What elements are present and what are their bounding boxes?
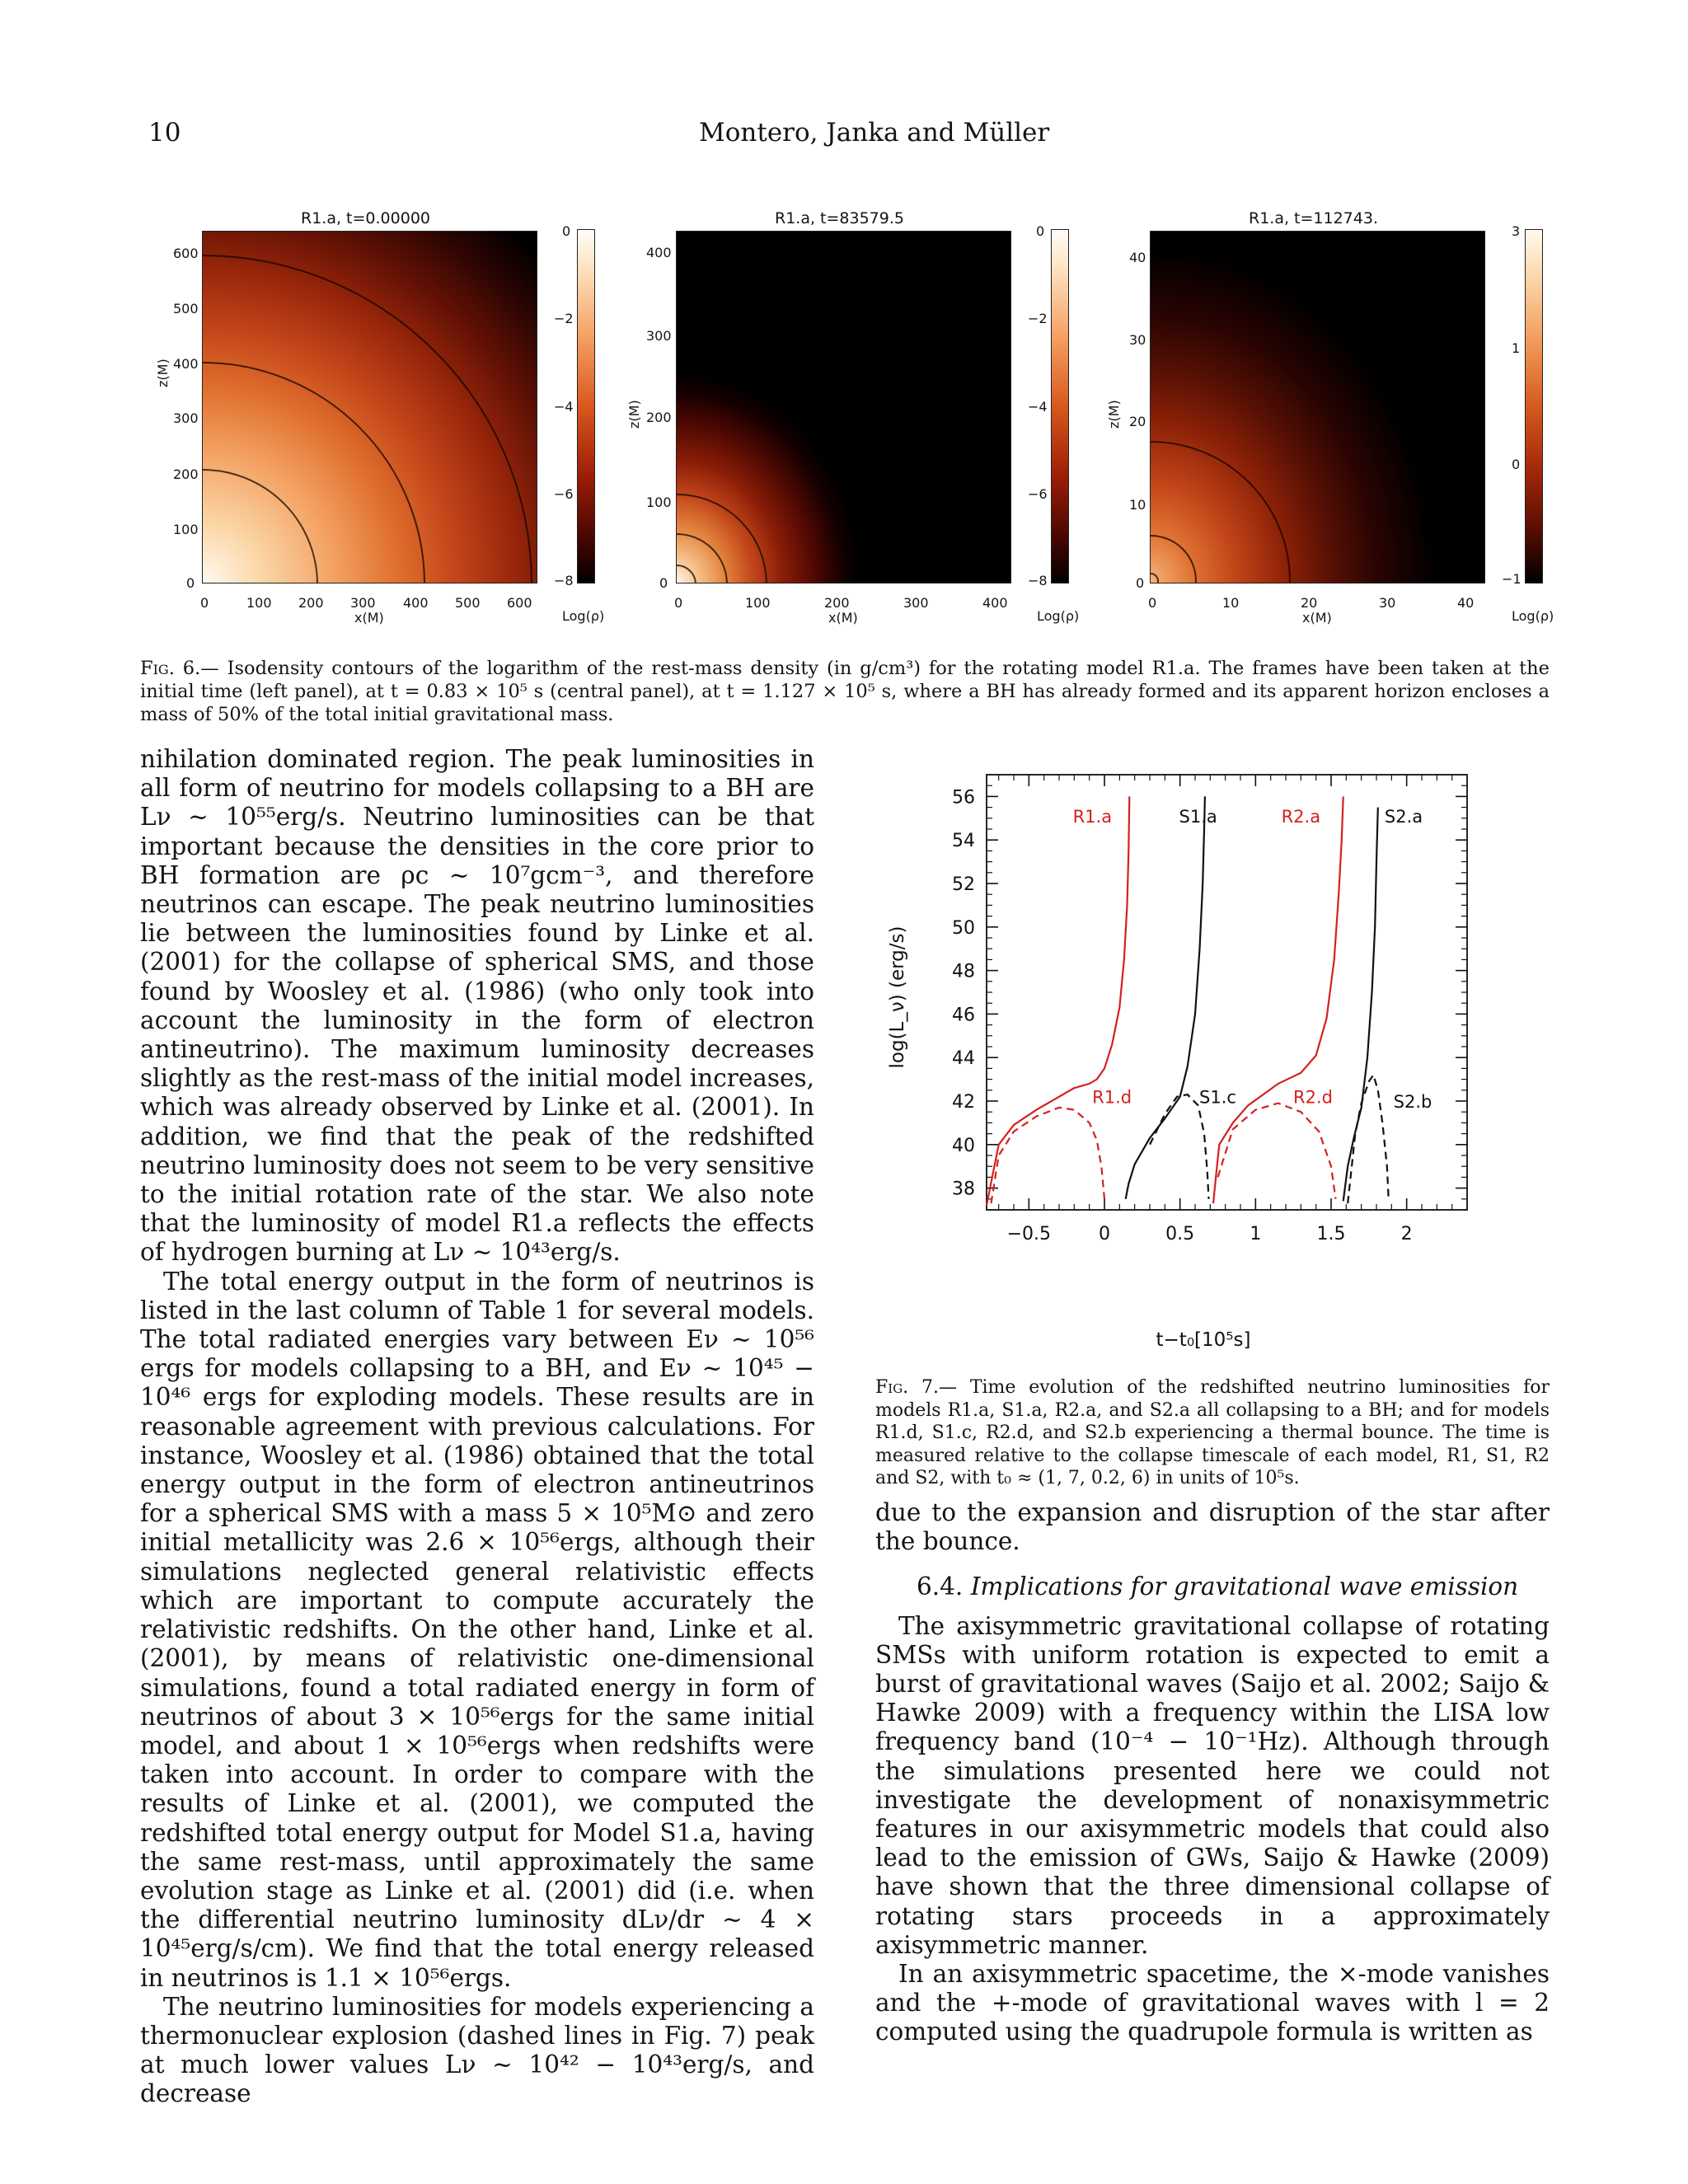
right-column — [875, 1498, 1550, 2047]
series-labels — [1073, 807, 1432, 1112]
x-tick: 30 — [1379, 595, 1396, 611]
y-tick-label: 42 — [952, 1092, 975, 1113]
series-r1-d-line — [992, 1108, 1105, 1203]
panel2-xlabel: x(M) — [828, 610, 858, 626]
x-tick-label: 0.5 — [1165, 1224, 1195, 1244]
panel3-ylabel: z(M) — [1106, 400, 1122, 429]
colorbar-tick: −8 — [1028, 573, 1048, 588]
x-tick: 200 — [298, 595, 324, 611]
series-s1-a-line — [1126, 796, 1205, 1198]
series-r2-a-line — [1213, 796, 1343, 1203]
y-tick: 300 — [646, 328, 672, 344]
x-tick: 600 — [507, 595, 532, 611]
y-tick-label: 48 — [952, 961, 975, 982]
colorbar-tick: −8 — [554, 573, 574, 588]
y-tick-label: 56 — [952, 787, 975, 808]
left-column — [140, 745, 814, 2109]
section-title: Implications for gravitational wave emission — [970, 1572, 1519, 1601]
x-tick-label: 1.5 — [1316, 1224, 1346, 1244]
x-tick: 100 — [745, 595, 771, 611]
panel2-title: R1.a, t=83579.5 — [775, 209, 904, 227]
series-label-r1-a: R1.a — [1072, 807, 1113, 827]
series-s2-a-line — [1343, 808, 1378, 1202]
y-tick: 500 — [173, 301, 199, 316]
density-map-panel-3 — [1150, 231, 1485, 583]
series-label-r2-d: R2.d — [1293, 1087, 1333, 1108]
panel1-xlabel: x(M) — [354, 610, 384, 626]
y-tick-label: 50 — [952, 917, 975, 939]
y-tick: 0 — [659, 575, 668, 591]
panel3-xlabel: x(M) — [1302, 610, 1332, 626]
caption-label: Fig. 7.— — [875, 1377, 957, 1398]
colorbar1-label: Log(ρ) — [562, 608, 605, 624]
paragraph: In an axisymmetric spacetime, the ×-mode vanishes and the +-mode of gravitational waves with l = 2 computed using the quadrupole formula is written as — [875, 1960, 1550, 2046]
y-tick: 0 — [1136, 575, 1145, 591]
caption-text: Time evolution of the redshifted neutrino luminosities for models R1.a, S1.a, R2.a, and S2.a all collapsing to a BH; and for models R1.d, S1.c, R2.d, and S2.b experiencing a thermal bounce. The time is measured relative to the collapse timescale of each model, R1, S1, R2 and S2, with t₀ ≈ (1, 7, 0.2, 6) in units of 10⁵s. — [875, 1377, 1550, 1488]
colorbar-tick: −6 — [554, 486, 574, 502]
colorbar-tick: 0 — [1036, 223, 1045, 239]
density-map-panel-1 — [202, 231, 537, 583]
y-tick: 100 — [173, 522, 199, 537]
series-label-s2-a: S2.a — [1384, 807, 1423, 827]
y-tick: 0 — [186, 575, 195, 591]
x-tick-label: −0.5 — [1006, 1224, 1052, 1244]
x-tick: 0 — [1148, 595, 1157, 611]
series-lines — [987, 796, 1389, 1205]
panel3-title: R1.a, t=112743. — [1249, 209, 1378, 227]
panel2-ylabel: z(M) — [626, 400, 642, 429]
x-tick: 500 — [455, 595, 481, 611]
series-r2-d-line — [1218, 1104, 1336, 1199]
isodensity-contour — [676, 494, 767, 583]
paragraph: due to the expansion and disruption of the star after the bounce. — [875, 1498, 1550, 1556]
y-tick: 200 — [646, 410, 672, 425]
section-heading — [917, 1572, 1550, 1601]
series-label-s1-a: S1.a — [1179, 807, 1217, 827]
colorbar-tick: 0 — [1512, 457, 1521, 472]
colorbar3-label: Log(ρ) — [1512, 608, 1554, 624]
colorbar-tick: −4 — [554, 399, 574, 415]
x-tick: 40 — [1457, 595, 1475, 611]
y-tick-label: 40 — [952, 1135, 975, 1156]
y-tick: 300 — [173, 410, 199, 426]
series-s1-c-line — [1150, 1094, 1209, 1199]
colorbar-tick: −2 — [1028, 311, 1048, 326]
colorbar-tick: 3 — [1512, 223, 1521, 239]
colorbar-2 — [1051, 229, 1069, 583]
x-tick: 400 — [982, 595, 1008, 611]
y-tick-label: 52 — [952, 874, 975, 895]
y-tick-label: 38 — [952, 1179, 975, 1200]
x-tick: 100 — [246, 595, 272, 611]
series-label-s1-c: S1.c — [1199, 1087, 1236, 1108]
colorbar-3 — [1525, 229, 1543, 583]
y-tick: 10 — [1129, 497, 1146, 513]
y-tick-label: 44 — [952, 1048, 975, 1070]
axis-ticks — [952, 775, 1467, 1244]
plot-frame — [987, 775, 1467, 1210]
series-label-s2-b: S2.b — [1393, 1091, 1432, 1112]
colorbar-1 — [577, 229, 595, 583]
running-header-authors: Montero, Janka and Müller — [699, 118, 1050, 148]
paragraph: The axisymmetric gravitational collapse of rotating SMSs with uniform rotation is expected to emit a burst of gravitational waves (Saijo et al. 2002; Saijo & Hawke 2009) with a frequency within the LISA low frequency band (10⁻⁴ − 10⁻¹Hz). Although through the simulations presented here we could not investigate the development of nonaxisymmetric features in our axisymmetric models that could also lead to the emission of GWs, Saijo & Hawke (2009) have shown that the three dimensional collapse of rotating stars proceeds in a approximately axisymmetric manner. — [875, 1611, 1550, 1959]
colorbar-tick: −2 — [554, 311, 574, 326]
y-tick: 30 — [1129, 332, 1146, 348]
colorbar-tick: −1 — [1502, 571, 1522, 587]
series-label-r2-a: R2.a — [1281, 807, 1321, 827]
figure-7-caption — [875, 1376, 1550, 1490]
x-tick: 20 — [1301, 595, 1318, 611]
y-tick: 600 — [173, 246, 199, 261]
x-axis-label: t−t₀[10⁵s] — [1156, 1329, 1251, 1351]
colorbar-tick: −6 — [1028, 486, 1048, 502]
y-tick: 100 — [646, 494, 672, 510]
x-tick-label: 1 — [1250, 1224, 1262, 1244]
x-tick: 0 — [200, 595, 209, 611]
x-tick: 300 — [903, 595, 929, 611]
caption-text: Isodensity contours of the logarithm of the rest-mass density (in g/cm³) for the rotating model R1.a. The frames have been taken at the initial time (left panel), at t = 0.83 × 10⁵ s (central panel), at t = 1.127 × 10⁵ s, where a BH has already formed and its apparent horizon encloses a mass of 50% of the total initial gravitational mass. — [140, 658, 1550, 725]
y-tick: 40 — [1129, 250, 1146, 265]
figure-7-chart — [874, 750, 1484, 1360]
paragraph: The total energy output in the form of neutrinos is listed in the last column of Table 1 for several models. The total radiated energies vary between Eν ∼ 10⁵⁶ ergs for models collapsing to a BH, and Eν ∼ 10⁴⁵ − 10⁴⁶ ergs for exploding models. These results are in reasonable agreement with previous calculations. For instance, Woosley et al. (1986) obtained that the total energy output in the form of electron antineutrinos for a spherical SMS with a mass 5 × 10⁵M⊙ and zero initial metallicity was 2.6 × 10⁵⁶ergs, although their simulations neglected general relativistic effects which are important to compute accurately the relativistic redshifts. On the other hand, Linke et al. (2001), by means of relativistic one-dimensional simulations, found a total radiated energy in form of neutrinos of about 3 × 10⁵⁶ergs for the same initial model, and about 1 × 10⁵⁶ergs when redshifts were taken into account. In order to compare with the results of Linke et al. (2001), we computed the redshifted total energy output for Model S1.a, having the same rest-mass, until approximately the same evolution stage as Linke et al. (2001) did (i.e. when the differential neutrino luminosity dLν/dr ∼ 4 × 10⁴⁵erg/s/cm). We find that the total energy released in neutrinos is 1.1 × 10⁵⁶ergs. — [140, 1267, 814, 1992]
density-map-panel-2 — [676, 231, 1011, 583]
panel1-ylabel: z(M) — [155, 359, 171, 387]
colorbar2-label: Log(ρ) — [1037, 608, 1080, 624]
y-tick: 400 — [646, 245, 672, 260]
caption-label: Fig. 6.— — [140, 658, 219, 679]
colorbar-tick: 0 — [562, 223, 571, 239]
y-tick-label: 46 — [952, 1005, 975, 1026]
colorbar-tick: 1 — [1512, 340, 1521, 356]
x-tick: 10 — [1222, 595, 1240, 611]
x-tick-label: 0 — [1099, 1224, 1110, 1244]
page-number: 10 — [148, 118, 181, 148]
isodensity-contour — [1150, 441, 1291, 583]
y-axis-label: log(L_ν) (erg/s) — [887, 926, 908, 1069]
y-tick-label: 54 — [952, 831, 975, 852]
section-number: 6.4. — [917, 1572, 964, 1601]
y-tick: 400 — [173, 356, 199, 372]
series-s2-b-line — [1348, 1075, 1389, 1203]
x-tick-label: 2 — [1400, 1224, 1413, 1244]
y-tick: 200 — [173, 466, 199, 482]
figure-6-caption — [140, 657, 1550, 726]
x-tick: 0 — [674, 595, 683, 611]
panel1-title: R1.a, t=0.00000 — [301, 209, 430, 227]
isodensity-contour — [202, 255, 532, 583]
x-tick: 200 — [824, 595, 850, 611]
y-tick: 20 — [1129, 414, 1146, 429]
x-tick: 400 — [403, 595, 429, 611]
series-label-r1-d: R1.d — [1092, 1087, 1132, 1108]
paragraph: nihilation dominated region. The peak luminosities in all form of neutrino for models collapsing to a BH are Lν ∼ 10⁵⁵erg/s. Neutrino luminosities can be that important because the densities in the core prior to BH formation are ρc ∼ 10⁷gcm⁻³, and therefore neutrinos can escape. The peak neutrino luminosities lie between the luminosities found by Linke et al. (2001) for the collapse of spherical SMS, and those found by Woosley et al. (1986) (who only took into account the luminosity in the form of electron antineutrino). The maximum luminosity decreases slightly as the rest-mass of the initial model increases, which was already observed by Linke et al. (2001). In addition, we find that the peak of the redshifted neutrino luminosity does not seem to be very sensitive to the initial rotation rate of the star. We also note that the luminosity of model R1.a reflects the effects of hydrogen burning at Lν ∼ 10⁴³erg/s. — [140, 745, 814, 1267]
colorbar-tick: −4 — [1028, 399, 1048, 415]
x-tick: 300 — [350, 595, 376, 611]
series-r1-a-line — [987, 796, 1129, 1205]
paragraph: The neutrino luminosities for models experiencing a thermonuclear explosion (dashed lines in Fig. 7) peak at much lower values Lν ∼ 10⁴² − 10⁴³erg/s, and decrease — [140, 1992, 814, 2108]
